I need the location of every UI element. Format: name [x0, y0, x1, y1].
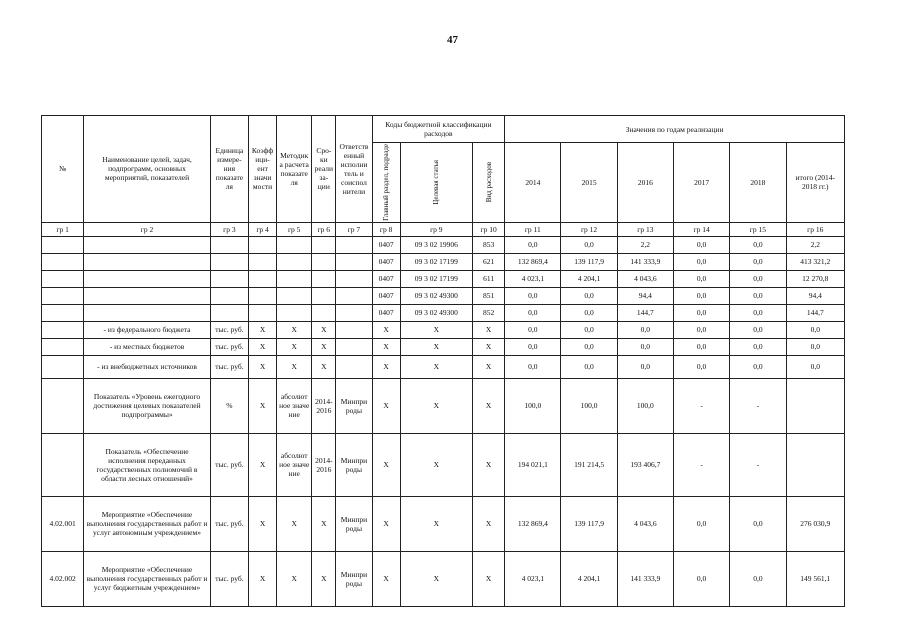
header-code-target	[400, 143, 472, 223]
value-2014-cell: 0,0	[505, 287, 561, 304]
value-2014-cell: 0,0	[505, 338, 561, 355]
code-row	[42, 253, 845, 270]
empty-cell	[277, 304, 312, 321]
column-number-14: гр 14	[673, 222, 729, 236]
column-number-16: гр 16	[786, 222, 844, 236]
code-type-cell: Х	[473, 338, 505, 355]
number-cell	[42, 338, 84, 355]
total-cell: 2,2	[786, 236, 844, 253]
code-target-cell: Х	[400, 321, 472, 338]
empty-cell	[312, 236, 336, 253]
terms-cell: 2014-2016	[312, 378, 336, 433]
header-total: итого (2014-2018 гг.)	[786, 143, 844, 223]
empty-cell	[42, 253, 84, 270]
unit-cell: тыс. руб.	[210, 496, 248, 551]
value-2018-cell: -	[730, 433, 786, 496]
code-type-cell: Х	[473, 378, 505, 433]
empty-cell	[210, 287, 248, 304]
value-2016-cell: 100,0	[617, 378, 673, 433]
header-row-1	[42, 116, 845, 143]
total-cell: 94,4	[786, 287, 844, 304]
value-2017-cell: 0,0	[673, 321, 729, 338]
header-year-2015: 2015	[561, 143, 617, 223]
value-2017-cell: 0,0	[673, 496, 729, 551]
indicator-name-cell: Показатель «Обеспечение исполнения переданных государственных полномочий в области лесных отношений»	[84, 433, 211, 496]
code-target-cell: 09 3 02 17199	[400, 270, 472, 287]
value-2018-cell: 0,0	[730, 496, 786, 551]
column-number-11: гр 11	[505, 222, 561, 236]
resp-cell: Минпри роды	[336, 496, 372, 551]
indicator-row	[42, 433, 845, 496]
header-code-type	[473, 143, 505, 223]
empty-cell	[248, 304, 276, 321]
value-2015-cell: 0,0	[561, 355, 617, 378]
indicator-row	[42, 551, 845, 606]
code-row	[42, 287, 845, 304]
number-cell: 4.02.002	[42, 551, 84, 606]
header-budget-codes: Коды бюджетной классификации расходов	[372, 116, 505, 143]
number-cell	[42, 433, 84, 496]
value-2016-cell: 94,4	[617, 287, 673, 304]
value-2016-cell: 2,2	[617, 236, 673, 253]
header-year-2016: 2016	[617, 143, 673, 223]
value-2017-cell: 0,0	[673, 253, 729, 270]
empty-cell	[312, 304, 336, 321]
column-number-1: гр 1	[42, 222, 84, 236]
header-code-section-text: Главный раздел, подразде	[382, 144, 391, 221]
indicator-name-cell: Показатель «Уровень ежегодного достижения целевых показателей подпрограммы»	[84, 378, 211, 433]
header-coef: Коэфф ици-ент значи мости	[248, 116, 276, 223]
header-code-type-text: Вид расходов	[484, 162, 493, 203]
empty-cell	[84, 236, 211, 253]
value-2017-cell: 0,0	[673, 355, 729, 378]
empty-cell	[42, 270, 84, 287]
unit-cell: тыс. руб.	[210, 551, 248, 606]
value-2016-cell: 193 406,7	[617, 433, 673, 496]
value-2015-cell: 139 117,9	[561, 253, 617, 270]
method-cell: абсолют ное значе ние	[277, 433, 312, 496]
value-2015-cell: 0,0	[561, 287, 617, 304]
header-year-2014: 2014	[505, 143, 561, 223]
code-target-cell: Х	[400, 378, 472, 433]
empty-cell	[277, 270, 312, 287]
code-section-cell: Х	[372, 433, 400, 496]
code-section-cell: 0407	[372, 287, 400, 304]
empty-cell	[248, 236, 276, 253]
number-cell	[42, 378, 84, 433]
empty-cell	[84, 253, 211, 270]
empty-cell	[277, 287, 312, 304]
header-code-target-text: Целевая статья	[432, 160, 441, 205]
value-2017-cell: 0,0	[673, 551, 729, 606]
code-section-cell: Х	[372, 551, 400, 606]
value-2018-cell: 0,0	[730, 304, 786, 321]
terms-cell: Х	[312, 338, 336, 355]
total-cell: 0,0	[786, 355, 844, 378]
code-section-cell: Х	[372, 378, 400, 433]
empty-cell	[42, 304, 84, 321]
total-cell: 0,0	[786, 321, 844, 338]
column-number-6: гр 6	[312, 222, 336, 236]
code-section-cell: Х	[372, 338, 400, 355]
column-number-9: гр 9	[400, 222, 472, 236]
code-type-cell: Х	[473, 496, 505, 551]
code-target-cell: Х	[400, 433, 472, 496]
empty-cell	[336, 236, 372, 253]
code-section-cell: 0407	[372, 253, 400, 270]
value-2017-cell: 0,0	[673, 338, 729, 355]
code-type-cell: Х	[473, 321, 505, 338]
unit-cell: тыс. руб.	[210, 321, 248, 338]
code-type-cell: Х	[473, 551, 505, 606]
total-cell: 12 270,8	[786, 270, 844, 287]
total-cell: 413 321,2	[786, 253, 844, 270]
terms-cell: Х	[312, 355, 336, 378]
indicator-name-cell: Мероприятие «Обеспечение выполнения государственных работ и услуг бюджетным учреждением»	[84, 551, 211, 606]
column-number-10: гр 10	[473, 222, 505, 236]
indicator-name-cell: Мероприятие «Обеспечение выполнения государственных работ и услуг автономным учреждением»	[84, 496, 211, 551]
column-number-2: гр 2	[84, 222, 211, 236]
empty-cell	[84, 270, 211, 287]
header-terms: Сро-ки реали за-ции	[312, 116, 336, 223]
value-2015-cell: 0,0	[561, 304, 617, 321]
value-2014-cell: 132 869,4	[505, 496, 561, 551]
value-2016-cell: 0,0	[617, 321, 673, 338]
unit-cell: тыс. руб.	[210, 338, 248, 355]
header-no: №	[42, 116, 84, 223]
number-cell	[42, 321, 84, 338]
code-type-cell: 853	[473, 236, 505, 253]
source-row	[42, 355, 845, 378]
header-values-by-year: Значения по годам реализации	[505, 116, 845, 143]
value-2017-cell: 0,0	[673, 287, 729, 304]
code-type-cell: 851	[473, 287, 505, 304]
code-row	[42, 270, 845, 287]
coef-cell: Х	[248, 496, 276, 551]
terms-cell: Х	[312, 551, 336, 606]
coef-cell: Х	[248, 338, 276, 355]
coef-cell: Х	[248, 355, 276, 378]
code-target-cell: 09 3 02 49300	[400, 287, 472, 304]
empty-cell	[84, 287, 211, 304]
code-type-cell: Х	[473, 433, 505, 496]
empty-cell	[312, 253, 336, 270]
empty-cell	[336, 270, 372, 287]
empty-cell	[277, 236, 312, 253]
value-2018-cell: 0,0	[730, 253, 786, 270]
header-year-2018: 2018	[730, 143, 786, 223]
empty-cell	[42, 236, 84, 253]
code-section-cell: 0407	[372, 270, 400, 287]
value-2015-cell: 4 204,1	[561, 270, 617, 287]
total-cell: 144,7	[786, 304, 844, 321]
value-2016-cell: 0,0	[617, 338, 673, 355]
value-2018-cell: -	[730, 378, 786, 433]
terms-cell: Х	[312, 496, 336, 551]
column-number-3: гр 3	[210, 222, 248, 236]
column-number-5: гр 5	[277, 222, 312, 236]
empty-cell	[312, 287, 336, 304]
column-number-8: гр 8	[372, 222, 400, 236]
unit-cell: тыс. руб.	[210, 433, 248, 496]
code-type-cell: 611	[473, 270, 505, 287]
method-cell: Х	[277, 338, 312, 355]
source-row	[42, 321, 845, 338]
resp-cell	[336, 321, 372, 338]
empty-cell	[248, 253, 276, 270]
unit-cell: тыс. руб.	[210, 355, 248, 378]
value-2018-cell: 0,0	[730, 270, 786, 287]
code-type-cell: Х	[473, 355, 505, 378]
page-number: 47	[447, 34, 458, 46]
value-2018-cell: 0,0	[730, 551, 786, 606]
value-2015-cell: 100,0	[561, 378, 617, 433]
value-2018-cell: 0,0	[730, 321, 786, 338]
value-2016-cell: 4 043,6	[617, 496, 673, 551]
empty-cell	[248, 270, 276, 287]
code-target-cell: 09 3 02 49300	[400, 304, 472, 321]
column-number-13: гр 13	[617, 222, 673, 236]
value-2015-cell: 0,0	[561, 321, 617, 338]
column-number-7: гр 7	[336, 222, 372, 236]
value-2014-cell: 0,0	[505, 304, 561, 321]
value-2014-cell: 4 023,1	[505, 270, 561, 287]
coef-cell: Х	[248, 321, 276, 338]
header-year-2017: 2017	[673, 143, 729, 223]
code-target-cell: 09 3 02 19906	[400, 236, 472, 253]
empty-cell	[42, 287, 84, 304]
number-cell	[42, 355, 84, 378]
resp-cell: Минпри роды	[336, 378, 372, 433]
column-number-4: гр 4	[248, 222, 276, 236]
total-cell: 276 030,9	[786, 496, 844, 551]
value-2016-cell: 141 333,9	[617, 551, 673, 606]
empty-cell	[336, 304, 372, 321]
value-2014-cell: 4 023,1	[505, 551, 561, 606]
code-target-cell: Х	[400, 496, 472, 551]
source-name-cell: - из местных бюджетов	[84, 338, 211, 355]
code-section-cell: Х	[372, 496, 400, 551]
value-2014-cell: 132 869,4	[505, 253, 561, 270]
code-type-cell: 621	[473, 253, 505, 270]
value-2017-cell: -	[673, 433, 729, 496]
value-2017-cell: 0,0	[673, 304, 729, 321]
value-2016-cell: 144,7	[617, 304, 673, 321]
header-unit: Единица измере-ния показате ля	[210, 116, 248, 223]
coef-cell: Х	[248, 433, 276, 496]
terms-cell: Х	[312, 321, 336, 338]
value-2014-cell: 0,0	[505, 321, 561, 338]
column-number-15: гр 15	[730, 222, 786, 236]
value-2015-cell: 4 204,1	[561, 551, 617, 606]
value-2014-cell: 0,0	[505, 236, 561, 253]
empty-cell	[210, 253, 248, 270]
value-2018-cell: 0,0	[730, 338, 786, 355]
code-type-cell: 852	[473, 304, 505, 321]
value-2016-cell: 0,0	[617, 355, 673, 378]
value-2018-cell: 0,0	[730, 236, 786, 253]
value-2017-cell: 0,0	[673, 236, 729, 253]
empty-cell	[248, 287, 276, 304]
value-2017-cell: -	[673, 378, 729, 433]
indicator-row	[42, 378, 845, 433]
total-cell	[786, 378, 844, 433]
value-2017-cell: 0,0	[673, 270, 729, 287]
code-section-cell: 0407	[372, 236, 400, 253]
resp-cell	[336, 355, 372, 378]
code-section-cell: Х	[372, 355, 400, 378]
resp-cell	[336, 338, 372, 355]
value-2014-cell: 100,0	[505, 378, 561, 433]
total-cell	[786, 433, 844, 496]
code-target-cell: 09 3 02 17199	[400, 253, 472, 270]
source-name-cell: - из внебюджетных источников	[84, 355, 211, 378]
method-cell: Х	[277, 321, 312, 338]
value-2014-cell: 0,0	[505, 355, 561, 378]
code-target-cell: Х	[400, 338, 472, 355]
header-method: Методик а расчета показате ля	[277, 116, 312, 223]
empty-cell	[210, 304, 248, 321]
coef-cell: Х	[248, 378, 276, 433]
total-cell: 0,0	[786, 338, 844, 355]
value-2015-cell: 191 214,5	[561, 433, 617, 496]
column-number-row	[42, 222, 845, 236]
header-code-section	[372, 143, 400, 223]
empty-cell	[336, 253, 372, 270]
value-2014-cell: 194 021,1	[505, 433, 561, 496]
value-2015-cell: 0,0	[561, 338, 617, 355]
empty-cell	[277, 253, 312, 270]
method-cell: абсолют ное значе ние	[277, 378, 312, 433]
empty-cell	[336, 287, 372, 304]
empty-cell	[84, 304, 211, 321]
header-resp: Ответств енный исполни тель и соиспол нители	[336, 116, 372, 223]
terms-cell: 2014-2016	[312, 433, 336, 496]
number-cell: 4.02.001	[42, 496, 84, 551]
budget-table	[41, 115, 845, 607]
code-row	[42, 304, 845, 321]
code-target-cell: Х	[400, 355, 472, 378]
coef-cell: Х	[248, 551, 276, 606]
value-2016-cell: 141 333,9	[617, 253, 673, 270]
resp-cell: Минпри роды	[336, 433, 372, 496]
source-row	[42, 338, 845, 355]
code-row	[42, 236, 845, 253]
indicator-row	[42, 496, 845, 551]
resp-cell: Минпри роды	[336, 551, 372, 606]
value-2015-cell: 139 117,9	[561, 496, 617, 551]
value-2018-cell: 0,0	[730, 287, 786, 304]
code-section-cell: 0407	[372, 304, 400, 321]
unit-cell: %	[210, 378, 248, 433]
empty-cell	[210, 236, 248, 253]
total-cell: 149 561,1	[786, 551, 844, 606]
code-section-cell: Х	[372, 321, 400, 338]
value-2016-cell: 4 043,6	[617, 270, 673, 287]
method-cell: Х	[277, 355, 312, 378]
value-2015-cell: 0,0	[561, 236, 617, 253]
header-name: Наименование целей, задач, подпрограмм, основных мероприятий, показателей	[84, 116, 211, 223]
method-cell: Х	[277, 551, 312, 606]
column-number-12: гр 12	[561, 222, 617, 236]
code-target-cell: Х	[400, 551, 472, 606]
empty-cell	[210, 270, 248, 287]
value-2018-cell: 0,0	[730, 355, 786, 378]
empty-cell	[312, 270, 336, 287]
source-name-cell: - из федерального бюджета	[84, 321, 211, 338]
method-cell: Х	[277, 496, 312, 551]
